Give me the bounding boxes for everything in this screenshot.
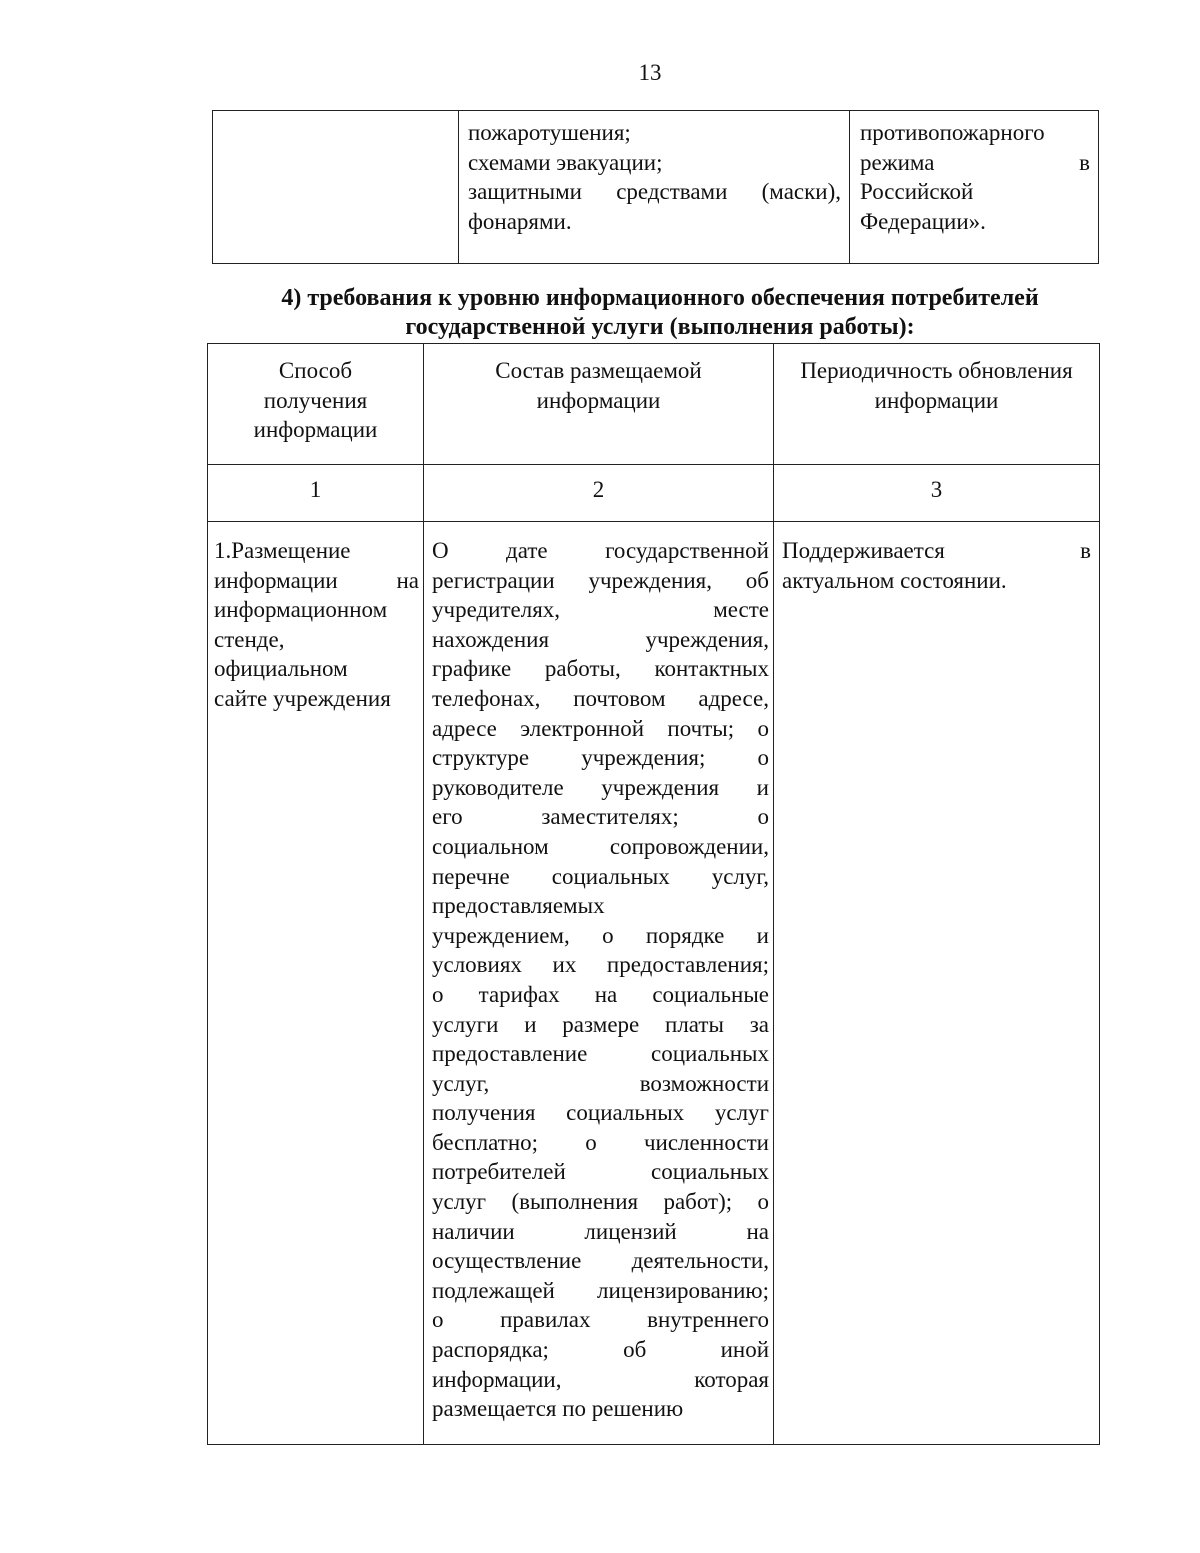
text-line: защитными средствами (маски), <box>468 179 841 205</box>
text-line: о тарифах на социальные <box>432 981 769 1007</box>
column-number-row <box>208 465 1100 522</box>
section-title-line: 4) требования к уровню информационного обеспечения потребителей <box>281 285 1039 311</box>
text-line: учредителях, месте <box>432 597 769 623</box>
text-line: условиях их предоставления; <box>432 952 769 978</box>
text-line: потребителей социальных <box>432 1159 769 1185</box>
text-line: осуществление деятельности, <box>432 1248 769 1274</box>
text-line: схемами эвакуации; <box>468 149 663 175</box>
text-line: графике работы, контактных <box>432 656 769 682</box>
text-line: получения социальных услуг <box>432 1100 769 1126</box>
text-line: структуре учреждения; о <box>432 745 769 771</box>
column-number: 3 <box>774 465 1100 522</box>
text-line: противопожарного <box>860 120 1045 145</box>
text-line: о правилах внутреннего <box>432 1307 769 1333</box>
table-cell-frequency <box>774 522 1100 1445</box>
cell-text-block <box>782 536 1091 595</box>
text-line: предоставление социальных <box>432 1041 769 1067</box>
section-title <box>200 284 1120 342</box>
text-line: информации, которая <box>432 1366 769 1392</box>
text-line: нахождения учреждения, <box>432 626 769 652</box>
header-line: информации <box>253 417 378 443</box>
text-line: Федерации». <box>860 208 986 234</box>
table-cell-empty <box>213 111 459 264</box>
information-table <box>207 343 1100 1445</box>
text-line: официальном <box>214 656 348 682</box>
text-line: Российской <box>860 179 974 205</box>
text-line: стенде, <box>214 626 285 652</box>
table-row <box>208 522 1100 1445</box>
table-header-row <box>208 344 1100 465</box>
column-number: 2 <box>424 465 774 522</box>
text-line: регистрации учреждения, об <box>432 567 769 593</box>
cell-text-block <box>214 536 419 714</box>
header-line: получения <box>263 387 368 413</box>
text-line: услуг, возможности <box>432 1070 769 1096</box>
text-line: его заместителях; о <box>432 804 769 830</box>
text-line: перечне социальных услуг, <box>432 863 769 889</box>
text-line: социальном сопровождении, <box>432 833 769 859</box>
text-line: информации на <box>214 567 419 593</box>
table-cell-regulation <box>850 111 1099 264</box>
text-line: наличии лицензий на <box>432 1218 769 1244</box>
text-line: учреждением, о порядке и <box>432 922 769 948</box>
text-line: режима в <box>860 149 1090 175</box>
text-line: сайте учреждения <box>214 685 391 711</box>
text-line: Поддерживается в <box>782 538 1091 563</box>
text-line: бесплатно; о численности <box>432 1129 769 1155</box>
column-number: 1 <box>208 465 424 522</box>
header-line: информации <box>874 387 999 413</box>
header-cell-frequency <box>774 344 1100 465</box>
header-line: Периодичность обновления <box>800 358 1073 383</box>
text-line: услуг (выполнения работ); о <box>432 1189 769 1215</box>
table-row <box>213 111 1099 264</box>
text-line: 1.Размещение <box>214 538 351 563</box>
header-cell-method <box>208 344 424 465</box>
text-line: адресе электронной почты; о <box>432 715 769 741</box>
continuation-table <box>212 110 1099 264</box>
header-line: информации <box>536 387 661 413</box>
cell-text-block <box>468 118 841 236</box>
text-line: подлежащей лицензированию; <box>432 1277 769 1303</box>
header-cell-content <box>424 344 774 465</box>
table-cell-equipment <box>459 111 850 264</box>
header-line: Состав размещаемой <box>495 358 702 383</box>
text-line: О дате государственной <box>432 538 769 563</box>
page-number: 13 <box>638 60 662 85</box>
text-line: руководителе учреждения и <box>432 774 769 800</box>
table-cell-method <box>208 522 424 1445</box>
text-line: распорядка; об иной <box>432 1337 769 1363</box>
section-title-line: государственной услуги (выполнения работы): <box>405 314 915 340</box>
cell-text-block <box>432 536 769 1424</box>
text-line: услуги и размере платы за <box>432 1011 769 1037</box>
table-cell-content <box>424 522 774 1445</box>
text-line: размещается по решению <box>432 1396 684 1422</box>
text-line: предоставляемых <box>432 893 605 919</box>
header-line: Способ <box>278 358 353 383</box>
text-line: актуальном состоянии. <box>782 567 1007 593</box>
text-line: информационном <box>214 597 388 623</box>
cell-text-block <box>860 118 1090 236</box>
text-line: телефонах, почтовом адресе, <box>432 685 769 711</box>
text-line: пожаротушения; <box>468 120 631 145</box>
text-line: фонарями. <box>468 208 572 234</box>
